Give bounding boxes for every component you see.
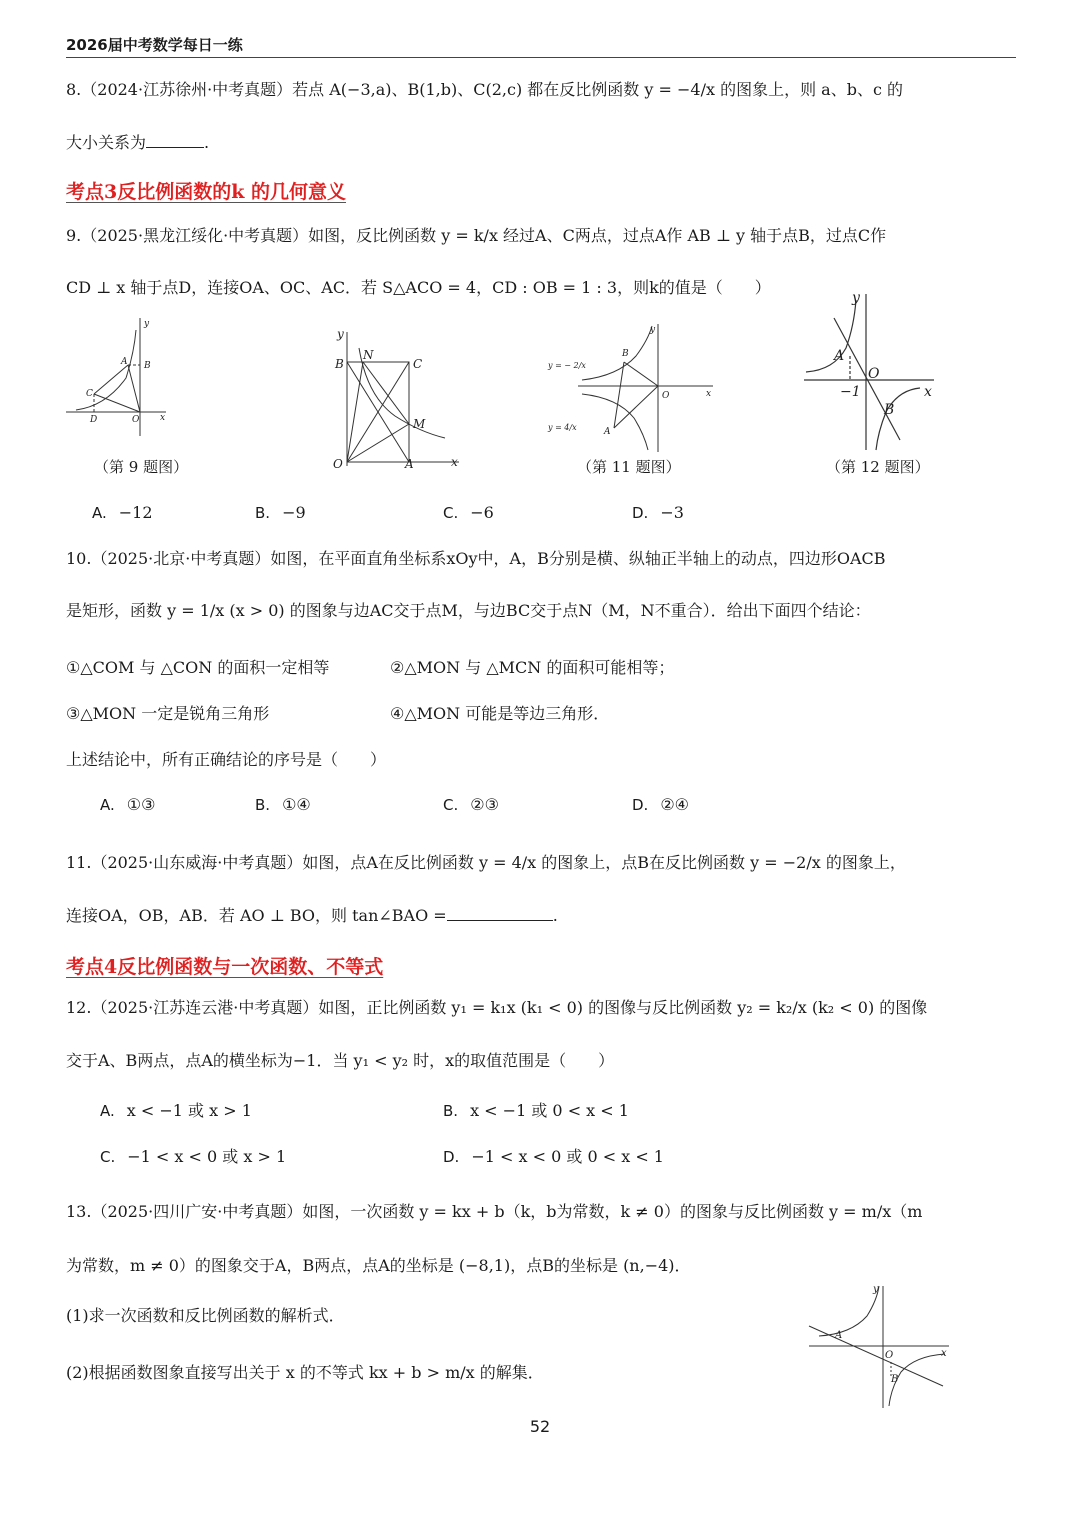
f13-label-O: O [885,1350,894,1361]
q9-option-c[interactable] [443,503,494,522]
f12-curve-right [876,388,920,450]
q9-option-d-key: D. [632,504,649,522]
q12-option-c[interactable] [100,1144,286,1167]
figure-q13 [805,1282,955,1410]
q9-option-d[interactable] [632,503,684,522]
f12-label-m1: −1 [840,384,861,400]
f9-label-y: y [144,319,150,329]
f9-curve [76,330,136,410]
q11-line2 [66,904,558,927]
q11-line1: 11.（2025·山东威海·中考真题）如图，点A在反比例函数 y = 4/x 的图象上，点B在反比例函数 y = −2/x 的图象上， [66,853,906,872]
q10-option-b-text: ①④ [282,795,311,814]
f9-OA [128,365,140,412]
q12-option-d[interactable] [443,1144,664,1167]
q13-line2: 为常数，m ≠ 0）的图象交于A，B两点，点A的坐标是 (−8,1)，点B的坐标是 (n,−4)． [66,1256,691,1275]
q11-line2-end: . [552,906,558,925]
f10-label-A: A [405,457,414,471]
f11-label-A: A [604,427,611,437]
q13-line1: 13.（2025·四川广安·中考真题）如图，一次函数 y = kx + b（k，b为常数，k ≠ 0）的图象与反比例函数 y = m/x（m [66,1202,923,1221]
f13-line [809,1326,943,1386]
f11-label-O: O [662,391,670,401]
f9-AC [94,365,128,394]
q9-option-b-text: −9 [282,503,306,522]
f10-label-M: M [413,417,426,431]
f9-label-C: C [86,389,93,399]
f10-OM [347,424,409,462]
f10-label-C: C [413,357,423,371]
q10-conclusion-2: ②△MON 与 △MCN 的面积可能相等； [390,658,675,677]
page-number: 52 [529,1417,551,1436]
f10-label-N: N [363,348,374,362]
f13-curve-left [819,1286,879,1336]
f9-label-D: D [90,415,98,425]
q9-option-a-text: −12 [118,503,153,522]
q10-option-c-text: ②③ [470,795,499,814]
q12-line1: 12.（2025·江苏连云港·中考真题）如图，正比例函数 y₁ = k₁x (k₁ < 0) 的图像与反比例函数 y₂ = k₂/x (k₂ < 0) 的图像 [66,998,928,1017]
f12-label-O: O [868,366,880,382]
q9-line1: 9.（2025·黑龙江绥化·中考真题）如图，反比例函数 y = k/x 经过A、C两点，过点A作 AB ⊥ y 轴于点B，过点C作 [66,226,887,245]
q12-option-a[interactable] [100,1098,252,1121]
f10-label-x: x [451,455,458,469]
f11-label-y: y [650,325,656,335]
q10-option-d-key: D. [632,796,649,814]
f11-label-x: x [706,389,712,399]
f9-label-x: x [160,413,166,423]
q12-option-b[interactable] [443,1098,629,1121]
q10-option-d[interactable] [632,795,689,814]
f9-OC [94,394,140,412]
q10-line1: 10.（2025·北京·中考真题）如图，在平面直角坐标系xOy中，A，B分别是横、纵轴正半轴上的动点，四边形OACB [66,549,886,568]
q9-option-c-text: −6 [470,503,494,522]
f9-label-B: B [144,361,151,371]
f10-label-B: B [335,357,344,371]
q10-option-a[interactable] [100,795,155,814]
q9-line2: CD ⊥ x 轴于点D，连接OA、OC、AC．若 S△ACO = 4，CD : OB = 1 : 3，则k的值是（ ） [66,278,771,297]
q10-option-a-text: ①③ [126,795,156,814]
f13-label-x: x [941,1348,947,1359]
page-header: 2026届中考数学每日一练 [66,36,243,54]
q12-option-c-text: −1 < x < 0 或 x > 1 [127,1147,287,1166]
q9-option-b[interactable] [255,503,306,522]
f13-label-y: y [873,1284,879,1295]
f11-eq2: y = 4/x [548,423,577,432]
q8-answer-blank [146,131,204,148]
q10-option-c[interactable] [443,795,499,814]
figure-q10 [325,326,465,476]
f11-curve-upper [582,326,652,380]
section3-heading: 考点3反比例函数的k 的几何意义 [66,181,347,203]
caption-q9: （第 9 题图） [94,458,189,476]
f9-label-O: O [132,415,140,425]
q9-option-a-key: A. [92,504,107,522]
q10-conclusion-3: ③△MON 一定是锐角三角形 [66,704,270,723]
q10-option-a-key: A. [100,796,115,814]
q8-line2-end: . [204,133,210,152]
q10-option-b-key: B. [255,796,271,814]
q12-option-c-key: C. [100,1148,116,1166]
q12-option-d-text: −1 < x < 0 或 0 < x < 1 [471,1147,664,1166]
f10-label-O: O [333,457,343,471]
q9-option-a[interactable] [92,503,153,522]
q12-option-b-key: B. [443,1102,459,1120]
f11-AB [614,362,624,428]
q10-line5: 上述结论中，所有正确结论的序号是（ ） [66,750,387,769]
q9-option-b-key: B. [255,504,271,522]
f12-label-y: y [852,290,860,306]
f12-label-x: x [924,384,932,400]
f12-curve-left [806,300,856,372]
q9-option-d-text: −3 [660,503,684,522]
q12-option-b-text: x < −1 或 0 < x < 1 [470,1101,629,1120]
q8-line2 [66,131,209,154]
q10-option-d-text: ②④ [660,795,690,814]
figure-q11 [548,322,718,457]
q10-conclusion-1: ①△COM 与 △CON 的面积一定相等 [66,658,330,677]
q12-option-a-key: A. [100,1102,115,1120]
q13-part2: (2)根据函数图象直接写出关于 x 的不等式 kx + b > m/x 的解集． [66,1363,544,1382]
f9-label-A: A [121,357,128,367]
q10-option-b[interactable] [255,795,311,814]
q11-answer-blank [447,904,553,921]
q9-option-c-key: C. [443,504,459,522]
f12-label-B: B [884,402,895,418]
f10-MN [363,362,409,424]
q13-part1: (1)求一次函数和反比例函数的解析式． [66,1306,345,1325]
f10-ON [347,362,363,462]
q12-option-a-text: x < −1 或 x > 1 [126,1101,252,1120]
q12-option-d-key: D. [443,1148,460,1166]
q10-line2: 是矩形，函数 y = 1/x (x > 0) 的图象与边AC交于点M，与边BC交于点N（M，N不重合）．给出下面四个结论： [66,601,871,620]
f11-label-B: B [622,349,629,359]
f10-label-y: y [337,327,344,341]
f11-OB [624,362,658,386]
q10-option-c-key: C. [443,796,459,814]
caption-q12: （第 12 题图） [826,458,930,476]
caption-q11: （第 11 题图） [577,458,681,476]
header-divider [66,57,1016,58]
q10-conclusion-4: ④△MON 可能是等边三角形． [390,704,610,723]
f12-line [834,318,900,440]
q8-line1: 8.（2024·江苏徐州·中考真题）若点 A(−3,a)、B(1,b)、C(2,c) 都在反比例函数 y = −4/x 的图象上，则 a、b、c 的 [66,80,903,99]
q8-line2-text: 大小关系为 [66,133,147,152]
f11-eq1: y = − 2/x [548,361,586,370]
q12-line2: 交于A、B两点，点A的横坐标为−1．当 y₁ < y₂ 时，x的取值范围是（ ） [66,1051,615,1070]
f13-label-B: B [891,1374,899,1385]
q11-line2-text: 连接OA，OB，AB．若 AO ⊥ BO，则 tan∠BAO = [66,906,447,925]
f12-label-A: A [834,348,845,364]
section4-heading: 考点4反比例函数与一次函数、不等式 [66,956,384,978]
figure-q9 [66,318,176,438]
f13-label-A: A [835,1330,843,1341]
figure-q12 [800,290,950,455]
